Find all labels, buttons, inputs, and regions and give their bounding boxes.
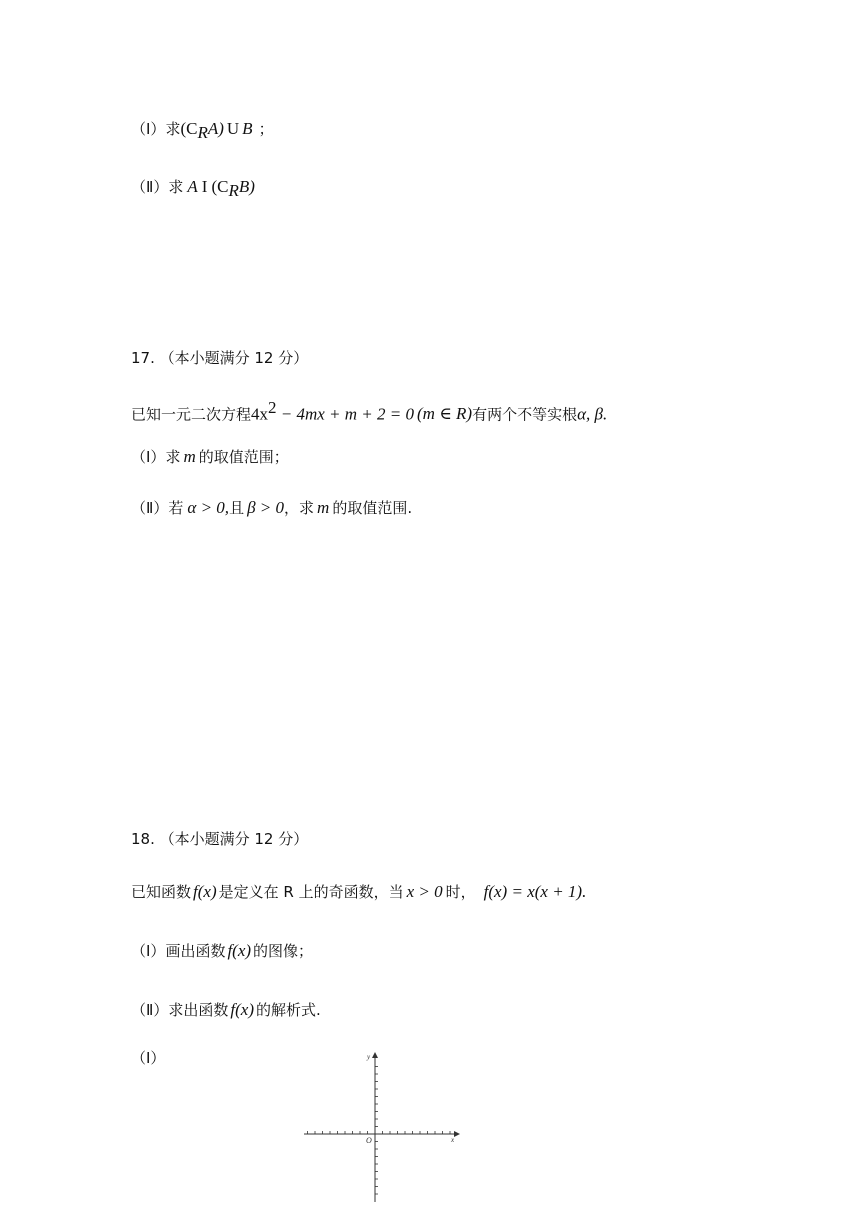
stem-text: 有两个不等实根: [472, 405, 578, 424]
sub-text: 求出函数: [168, 1001, 229, 1019]
variable-m: m: [183, 447, 196, 466]
x-axis-label: x: [451, 1136, 455, 1144]
sub-text: 画出函数: [165, 942, 226, 960]
label-I: （Ⅰ）: [131, 942, 166, 960]
superscript: 2: [268, 398, 277, 417]
qiu-text: 求: [168, 178, 184, 196]
qiu-text: 求: [165, 448, 181, 466]
comma-qiu: ，求: [284, 499, 315, 517]
intersection-symbol: I: [201, 177, 208, 196]
subscript-R: R: [197, 123, 208, 143]
beta-condition: β > 0: [247, 498, 285, 517]
equation-part: − 4mx + m + 2 = 0: [276, 404, 415, 424]
q17-sub-II: [131, 497, 412, 519]
qie-text: 且: [229, 499, 245, 517]
stem-text: 时，: [445, 883, 476, 901]
q18-stem: [131, 881, 586, 903]
condition-x: x > 0: [406, 882, 443, 901]
expr-part: A): [207, 119, 224, 138]
label-I: （Ⅰ）: [131, 448, 166, 466]
q18-answer-label: （Ⅰ）: [131, 1049, 166, 1067]
variable-m: m: [317, 498, 330, 517]
label-II: （Ⅱ）: [131, 1001, 169, 1019]
function-fx: f(x): [227, 941, 252, 960]
expr-part: (C: [211, 177, 229, 196]
origin-label: O: [366, 1136, 372, 1145]
stem-text: 是定义在 R 上的奇函数，当: [218, 883, 404, 901]
stem-text: 已知一元二次方程: [131, 405, 252, 424]
expr-part: B): [238, 177, 255, 196]
sub-question-II-prev: [131, 176, 255, 202]
union-symbol: U: [226, 119, 240, 138]
x-axis-arrow-icon: [454, 1131, 460, 1137]
alpha-condition: α > 0,: [187, 498, 230, 517]
label-II: （Ⅱ）: [131, 178, 169, 196]
equation-part: 4x: [251, 404, 269, 424]
q17-stem: [131, 397, 607, 425]
subscript-R: R: [228, 181, 239, 201]
sub-text: 的解析式.: [256, 1001, 321, 1019]
function-definition: f(x) = x(x + 1).: [483, 882, 587, 901]
function-fx: f(x): [230, 1000, 254, 1019]
semicolon: ；: [258, 120, 274, 138]
equation-condition: (m ∈ R): [417, 404, 473, 424]
sub-question-I-prev: [131, 118, 274, 144]
expr-part: B: [242, 119, 253, 138]
sub-text: 的取值范围.: [332, 499, 413, 517]
expr-part: A: [187, 177, 198, 196]
label-I: （Ⅰ）: [131, 120, 166, 138]
function-fx: f(x): [193, 882, 217, 901]
sub-text: 的图像；: [253, 942, 314, 960]
ruo-text: 若: [168, 499, 184, 517]
q18-sub-I: [131, 940, 313, 962]
label-II: （Ⅱ）: [131, 499, 169, 517]
coordinate-axes: [300, 1050, 470, 1210]
y-axis-label: y: [367, 1053, 371, 1061]
q17-sub-I: [131, 446, 289, 468]
expr-part: (C: [180, 119, 198, 138]
q17-header: 17. （本小题满分 12 分）: [131, 349, 309, 367]
y-axis-arrow-icon: [372, 1052, 378, 1058]
qiu-text: 求: [165, 120, 181, 138]
stem-text: 已知函数: [131, 883, 192, 901]
roots-symbols: α, β.: [577, 404, 608, 424]
sub-text: 的取值范围；: [198, 448, 289, 466]
q18-sub-II: [131, 999, 321, 1021]
q18-header: 18. （本小题满分 12 分）: [131, 830, 309, 848]
